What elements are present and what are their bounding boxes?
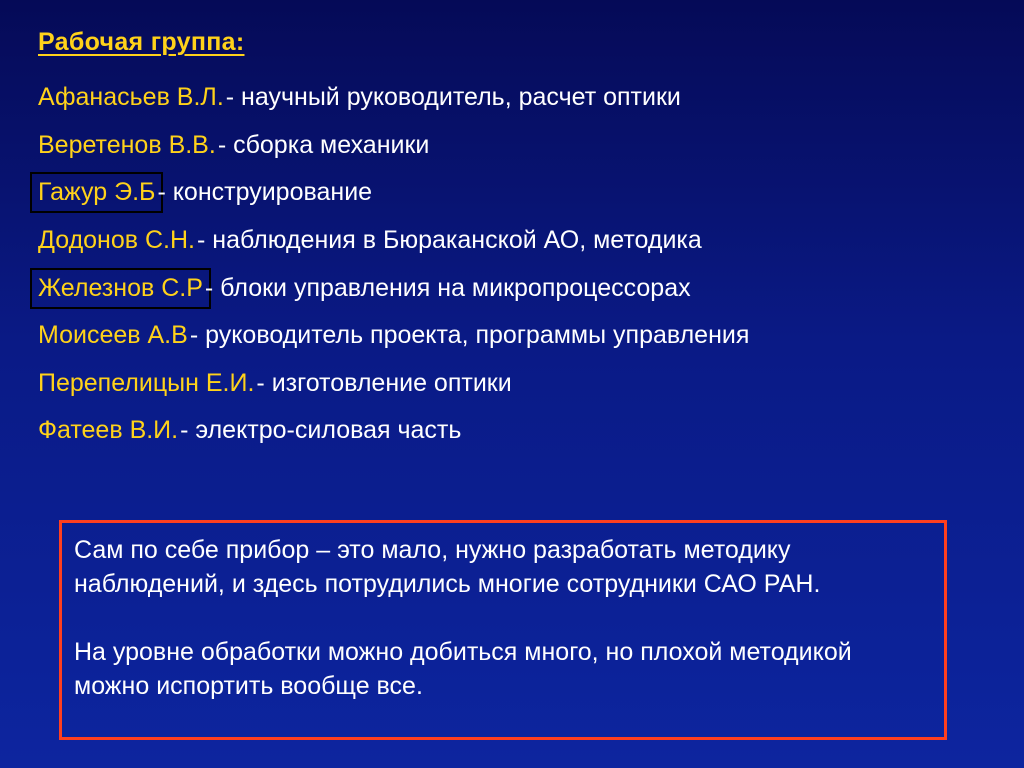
member-name-highlighted: Железнов С.Р [38,273,203,302]
team-member [38,122,749,170]
team-member [38,360,749,408]
member-role: - блоки управления на микропроцессорах [204,273,691,302]
team-member [38,264,749,312]
member-role: - конструирование [157,178,373,207]
member-role: - руководитель проекта, программы управления [189,321,750,350]
member-name: Афанасьев В.Л. [38,83,224,112]
methodology-note-box [59,520,947,740]
member-name: Перепелицын Е.И. [38,368,255,397]
team-member [38,407,749,455]
member-role: - научный руководитель, расчет оптики [225,83,681,112]
note-paragraph: На уровне обработки можно добиться много, но плохой методикой можно испортить вообще все. [74,638,852,700]
member-name: Додонов С.Н. [38,226,195,255]
team-member [38,74,749,122]
team-member [38,217,749,265]
member-name: Моисеев А.В [38,321,188,350]
working-group-heading: Рабочая группа: [38,28,245,56]
note-paragraph: Сам по себе прибор – это мало, нужно разработать методику наблюдений, и здесь потрудились многие сотрудники САО РАН. [74,536,821,598]
team-member [38,169,749,217]
member-role: - наблюдения в Бюраканской АО, методика [197,226,702,255]
member-name-highlighted: Гажур Э.Б [38,178,156,207]
member-name: Фатеев В.И. [38,416,179,445]
team-member [38,312,749,360]
member-role: - электро-силовая часть [180,416,462,445]
member-role: - сборка механики [217,130,430,159]
member-role: - изготовление оптики [256,368,512,397]
member-name: Веретенов В.В. [38,130,216,159]
team-member-list [38,74,749,455]
